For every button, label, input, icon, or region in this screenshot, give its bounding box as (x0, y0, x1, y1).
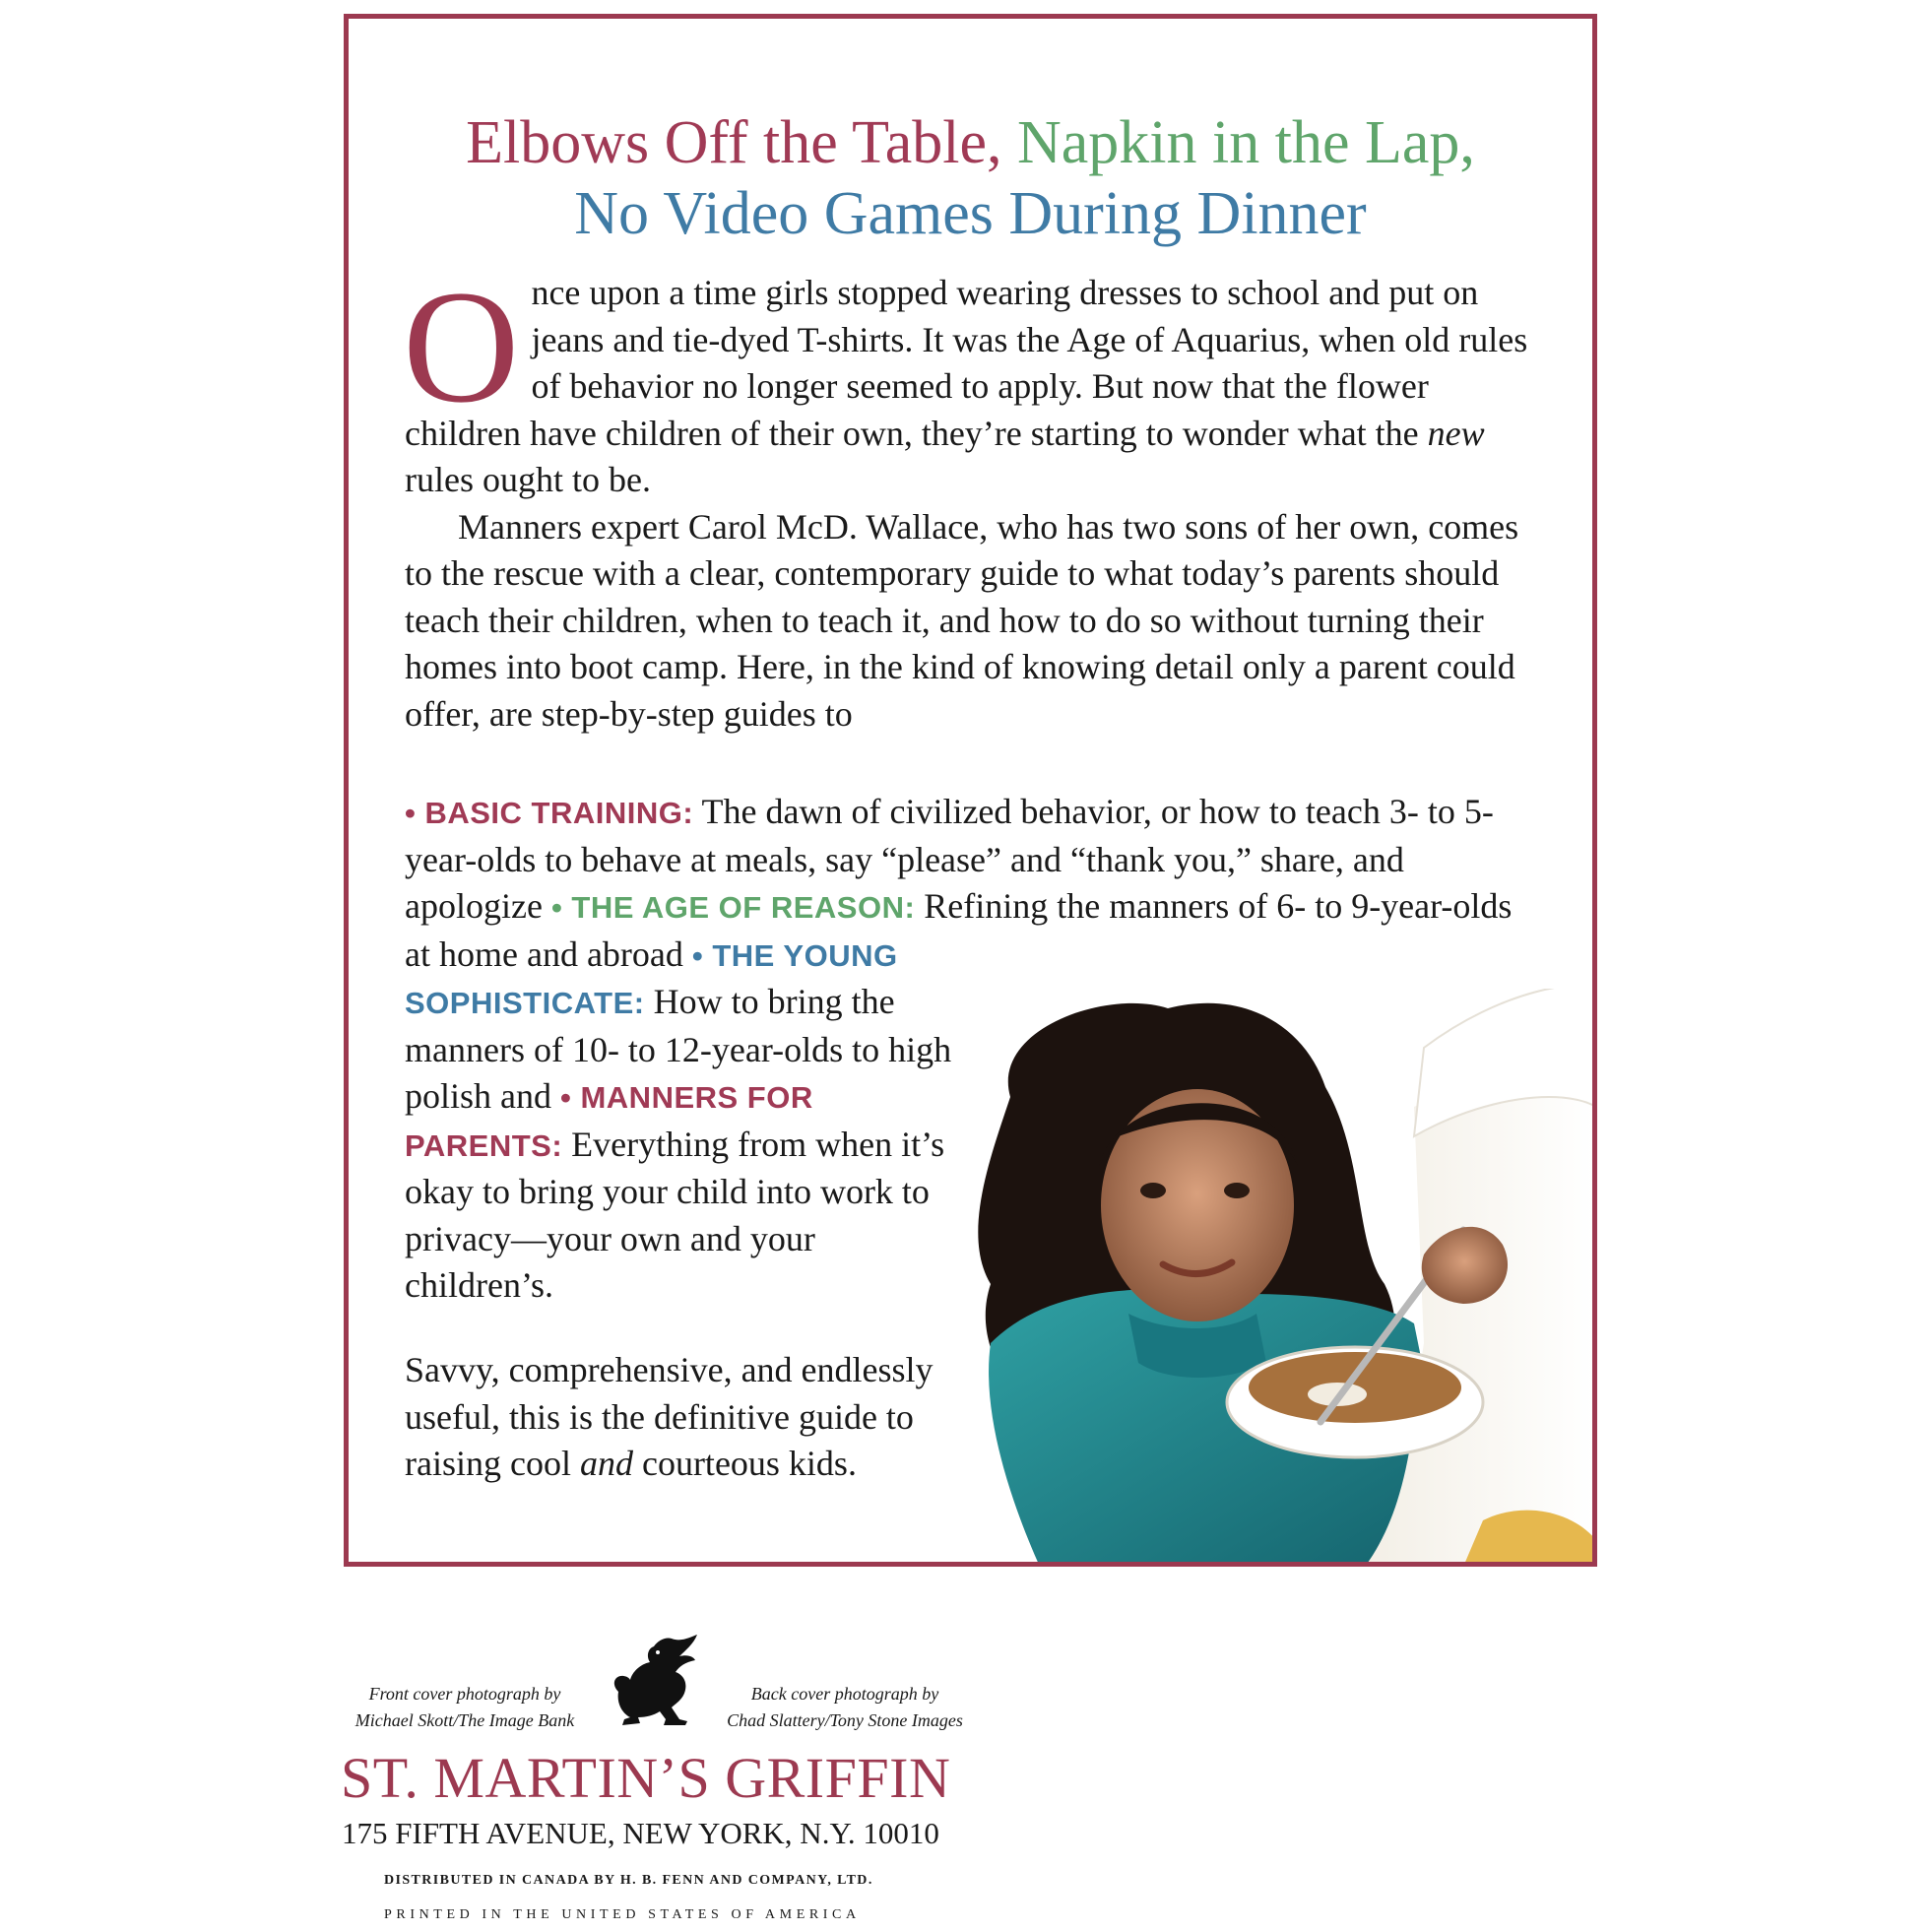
bullet-head-young-sophisticate: • THE YOUNG SOPHISTICATE: (405, 937, 898, 1020)
closing-paragraph (405, 1347, 956, 1488)
headline-part-1: Elbows Off the Table, (466, 109, 1002, 176)
closing-end: courteous kids. (641, 1444, 857, 1483)
canada-distributor: DISTRIBUTED IN CANADA BY H. B. FENN AND COMPANY, LTD. (384, 1873, 873, 1888)
bullet-text-manners-for-parents: Everything from when it’s okay to bring your child into work to privacy—your own and your children’s. (405, 1124, 945, 1305)
back-credit-line-1: Back cover photograph by (750, 1684, 939, 1704)
intro-p1-end: rules ought to be. (405, 460, 651, 499)
publisher-address: 175 FIFTH AVENUE, NEW YORK, N.Y. 10010 (342, 1816, 939, 1850)
publisher-name: ST. MARTIN’S GRIFFIN (341, 1746, 951, 1810)
bullet-head-manners-for-parents: • MANNERS FOR PARENTS: (405, 1080, 813, 1163)
headline-line-2: No Video Games During Dinner (574, 180, 1367, 247)
intro-p1-italic: new (1427, 413, 1485, 453)
intro-p1-text: nce upon a time girls stopped wearing dresses to school and put on jeans and tie-dyed T-shirts. It was the Age of Aquarius, when old rules of behavior no longer seemed to apply. But now that the flower children have children of their own, they’re starting to wonder what the (405, 273, 1528, 453)
bullet-text-basic-training: The dawn of civilized behavior, or how to teach 3- to 5-year-olds to behave at meals, say “please” and “thank you,” share, and apologize (405, 792, 1494, 926)
griffin-logo-icon (611, 1635, 699, 1728)
bullet-text-young-sophisticate: How to bring the manners of 10- to 12-year-olds to high polish and (405, 982, 952, 1116)
bullet-head-age-of-reason: • THE AGE OF REASON: (550, 890, 916, 925)
closing-text: Savvy, comprehensive, and endlessly useful, this is the definitive guide to raising cool (405, 1350, 934, 1483)
headline-part-2: Napkin in the Lap, (1017, 109, 1475, 176)
girl-eating-cereal-photo (951, 989, 1596, 1567)
intro-paragraph-2: Manners expert Carol McD. Wallace, who has two sons of her own, comes to the rescue with a clear, contemporary guide to what today’s parents should teach their children, when to teach it, and how to do so without turning their homes into boot camp. Here, in the kind of knowing detail only a parent could offer, are step-by-step guides to (405, 506, 1519, 734)
back-cover-credit (697, 1681, 993, 1734)
front-cover-credit (327, 1681, 603, 1734)
bullet-head-basic-training: • BASIC TRAINING: (405, 796, 694, 830)
back-cover-frame (344, 14, 1597, 1567)
printed-in-usa: PRINTED IN THE UNITED STATES OF AMERICA (384, 1907, 861, 1922)
intro-paragraph-1 (403, 258, 1532, 504)
drop-cap: O (403, 258, 520, 436)
headline (349, 107, 1592, 249)
intro-text (403, 258, 1532, 738)
bullet-text-age-of-reason: Refining the manners of 6- to 9-year-olds at home and abroad (405, 886, 1513, 974)
front-credit-line-1: Front cover photograph by (368, 1684, 561, 1704)
back-credit-line-2: Chad Slattery/Tony Stone Images (727, 1710, 963, 1730)
front-credit-line-2: Michael Skott/The Image Bank (354, 1710, 575, 1730)
closing-italic: and (579, 1444, 633, 1483)
